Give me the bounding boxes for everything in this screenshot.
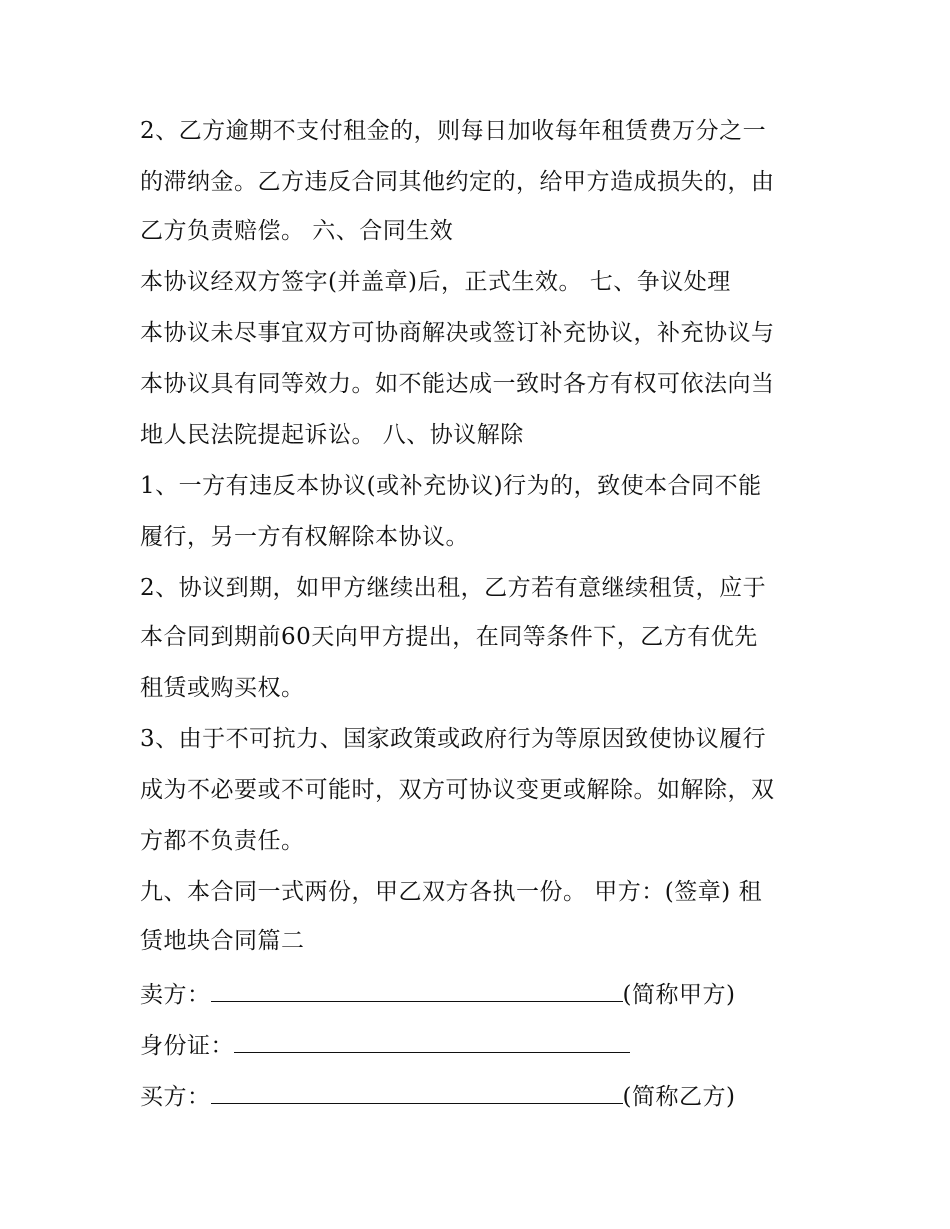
- text-line: 地人民法院提起诉讼。 八、协议解除: [140, 422, 524, 448]
- text-line: 1、一方有违反本协议(或补充协议)行为的，致使本合同不能: [140, 473, 762, 499]
- text-line: 九、本合同一式两份，甲乙双方各执一份。 甲方：(签章) 租: [140, 879, 763, 905]
- text-line: 本合同到期前60天向甲方提出，在同等条件下，乙方有优先: [140, 624, 758, 650]
- text-line: 乙方负责赔偿。 六、合同生效: [140, 218, 454, 244]
- text-line: 2、协议到期，如甲方继续出租，乙方若有意继续租赁，应于: [140, 575, 767, 601]
- id-card-line: [140, 1030, 630, 1061]
- text-line: 赁地块合同篇二: [140, 928, 305, 954]
- text-line: 本协议未尽事宜双方可协商解决或签订补充协议，补充协议与: [140, 320, 775, 346]
- seller-blank: [211, 979, 623, 1002]
- id-card-blank: [234, 1030, 630, 1053]
- buyer-blank: [211, 1081, 623, 1104]
- text-line: 3、由于不可抗力、国家政策或政府行为等原因致使协议履行: [140, 726, 767, 752]
- text-line: 的滞纳金。乙方违反合同其他约定的，给甲方造成损失的，由: [140, 169, 775, 195]
- text-line: 本协议经双方签字(并盖章)后，正式生效。 七、争议处理: [140, 269, 731, 295]
- id-card-label: 身份证：: [140, 1033, 234, 1059]
- seller-suffix: (简称甲方): [622, 982, 736, 1008]
- text-line: 租赁或购买权。: [140, 675, 305, 701]
- buyer-line: [140, 1081, 735, 1112]
- text-line: 成为不必要或不可能时，双方可协议变更或解除。如解除，双: [140, 777, 775, 803]
- text-line: 履行，另一方有权解除本协议。: [140, 524, 469, 550]
- seller-label: 卖方：: [140, 982, 211, 1008]
- buyer-suffix: (简称乙方): [622, 1084, 736, 1110]
- text-line: 本协议具有同等效力。如不能达成一致时各方有权可依法向当: [140, 371, 775, 397]
- text-line: 方都不负责任。: [140, 828, 305, 854]
- text-line: 2、乙方逾期不支付租金的，则每日加收每年租赁费万分之一: [140, 118, 767, 144]
- seller-line: [140, 979, 735, 1010]
- buyer-label: 买方：: [140, 1084, 211, 1110]
